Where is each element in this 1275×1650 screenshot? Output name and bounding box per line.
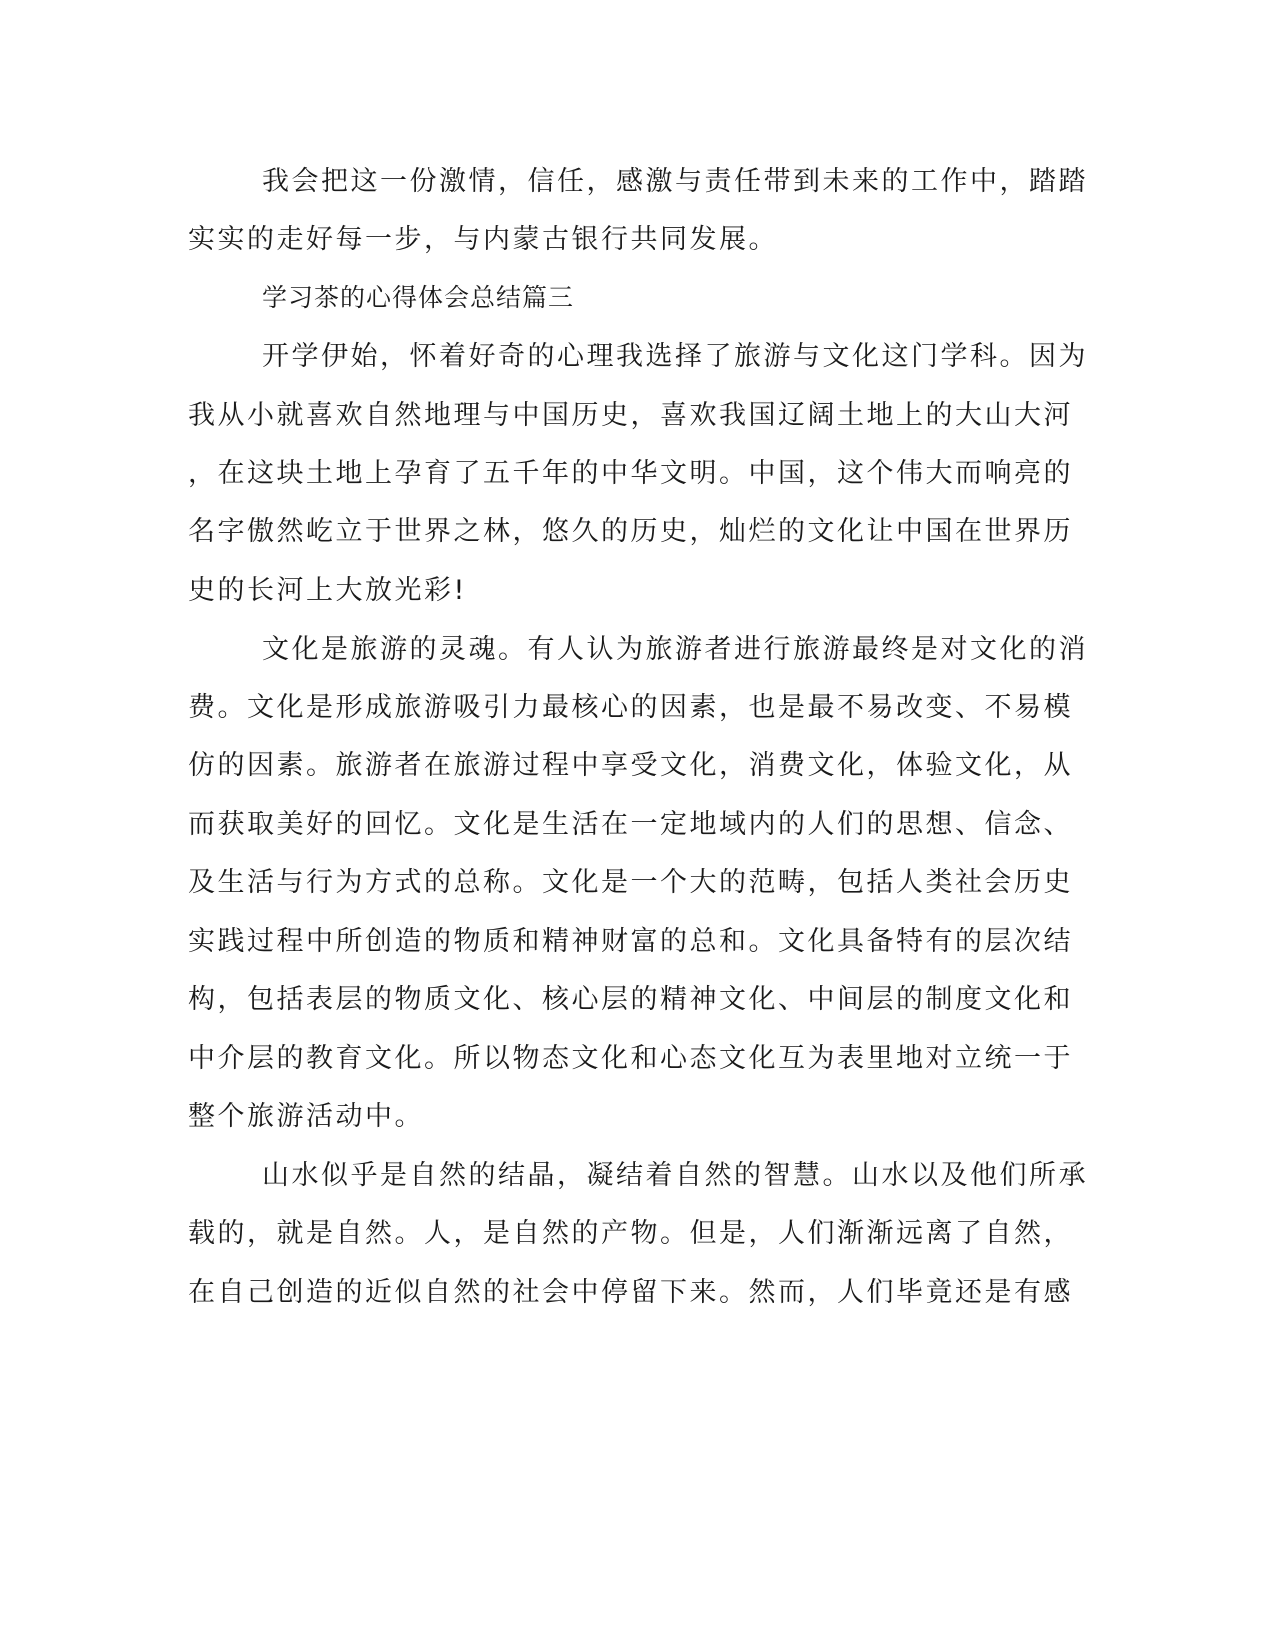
paragraph-line: 在自己创造的近似自然的社会中停留下来。然而，人们毕竟还是有感	[188, 1277, 1073, 1308]
paragraph-line: 载的，就是自然。人，是自然的产物。但是，人们渐渐远离了自然，	[188, 1218, 1073, 1249]
paragraph-line: 及生活与行为方式的总称。文化是一个大的范畴，包括人类社会历史	[188, 867, 1073, 898]
paragraph-line: 费。文化是形成旅游吸引力最核心的因素，也是最不易改变、不易模	[188, 692, 1073, 723]
paragraph-line: 史的长河上大放光彩!	[188, 575, 467, 606]
paragraph-line: 实践过程中所创造的物质和精神财富的总和。文化具备特有的层次结	[188, 926, 1073, 957]
paragraph-line: 实实的走好每一步，与内蒙古银行共同发展。	[188, 224, 778, 255]
paragraph-line: 中介层的教育文化。所以物态文化和心态文化互为表里地对立统一于	[188, 1043, 1073, 1074]
paragraph-line: 构，包括表层的物质文化、核心层的精神文化、中间层的制度文化和	[188, 984, 1073, 1015]
paragraph-line: 仿的因素。旅游者在旅游过程中享受文化，消费文化，体验文化，从	[188, 750, 1073, 781]
paragraph-line: 而获取美好的回忆。文化是生活在一定地域内的人们的思想、信念、	[188, 809, 1073, 840]
paragraph-line: 山水似乎是自然的结晶，凝结着自然的智慧。山水以及他们所承	[262, 1160, 1088, 1191]
paragraph-line: 我从小就喜欢自然地理与中国历史，喜欢我国辽阔土地上的大山大河	[188, 400, 1073, 431]
paragraph-line: 我会把这一份激情，信任，感激与责任带到未来的工作中，踏踏	[262, 166, 1088, 197]
paragraph-line: ，在这块土地上孕育了五千年的中华文明。中国，这个伟大而响亮的	[188, 458, 1073, 489]
section-title: 学习茶的心得体会总结篇三	[262, 283, 575, 312]
paragraph-line: 文化是旅游的灵魂。有人认为旅游者进行旅游最终是对文化的消	[262, 634, 1088, 665]
paragraph-line: 开学伊始，怀着好奇的心理我选择了旅游与文化这门学科。因为	[262, 341, 1088, 372]
paragraph-line: 整个旅游活动中。	[188, 1101, 424, 1132]
paragraph-line: 名字傲然屹立于世界之林，悠久的历史，灿烂的文化让中国在世界历	[188, 516, 1073, 547]
